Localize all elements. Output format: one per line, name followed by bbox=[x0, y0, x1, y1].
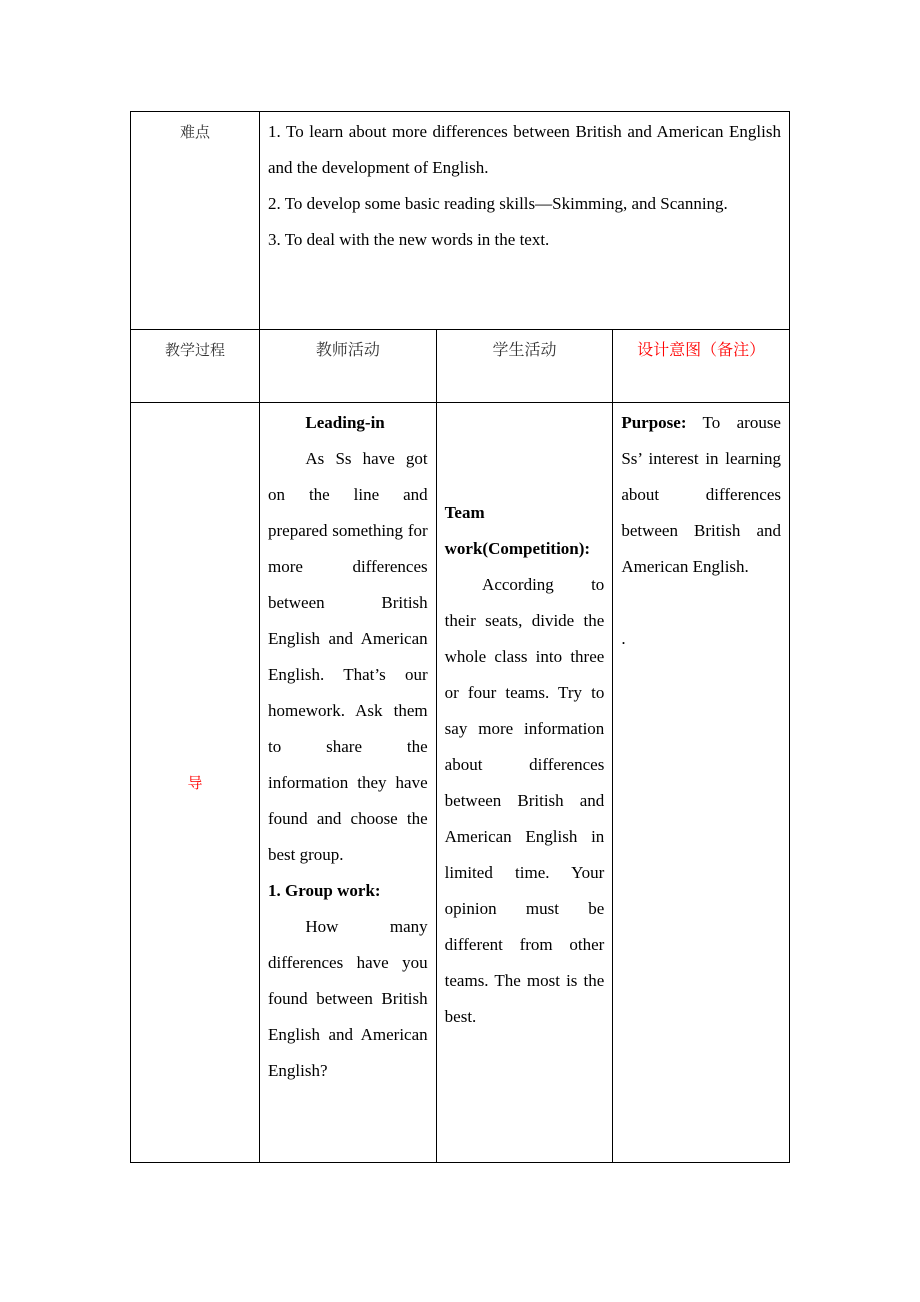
teacher-question: How many differences have you found between British English and American English? bbox=[268, 917, 428, 1080]
student-activity bbox=[436, 403, 613, 1163]
teacher-text: As Ss have got on the line and prepared something for more differences between British English and American English. That’s our homework. Ask them to share the information they have found and choose the best group. bbox=[268, 449, 428, 864]
difficulty-item: 2. To develop some basic reading skills—Skimming, and Scanning. bbox=[268, 194, 728, 213]
header-process: 教学过程 bbox=[131, 330, 260, 403]
header-row bbox=[131, 330, 790, 403]
teacher-activity bbox=[260, 403, 437, 1163]
stage-label: 导 bbox=[131, 403, 260, 1163]
purpose-cell bbox=[613, 403, 790, 1163]
purpose-text: To arouse Ss’ interest in learning about differences between British and American English. bbox=[621, 413, 781, 576]
group-work-title: 1. Group work: bbox=[268, 881, 381, 900]
purpose-title: Purpose: bbox=[621, 413, 687, 432]
difficulty-content bbox=[260, 112, 790, 330]
header-purpose: 设计意图（备注） bbox=[613, 330, 790, 403]
lesson-plan-table bbox=[130, 111, 790, 1163]
difficulty-row bbox=[131, 112, 790, 330]
leading-in-title: Leading-in bbox=[305, 413, 385, 432]
student-text: According to their seats, divide the whole class into three or four teams. Try to say more information about differences between British and American English in limited time. Your opinion must be different from other teams. The most is the best. bbox=[444, 575, 605, 1026]
header-student: 学生活动 bbox=[436, 330, 613, 403]
leading-in-row bbox=[131, 403, 790, 1163]
purpose-dot: . bbox=[621, 629, 626, 648]
difficulty-label: 难点 bbox=[131, 112, 260, 330]
header-teacher: 教师活动 bbox=[260, 330, 437, 403]
difficulty-item: 1. To learn about more differences between British and American English and the development of English. bbox=[268, 122, 781, 177]
difficulty-item: 3. To deal with the new words in the text. bbox=[268, 230, 550, 249]
team-work-title: Team work(Competition): bbox=[444, 503, 591, 558]
